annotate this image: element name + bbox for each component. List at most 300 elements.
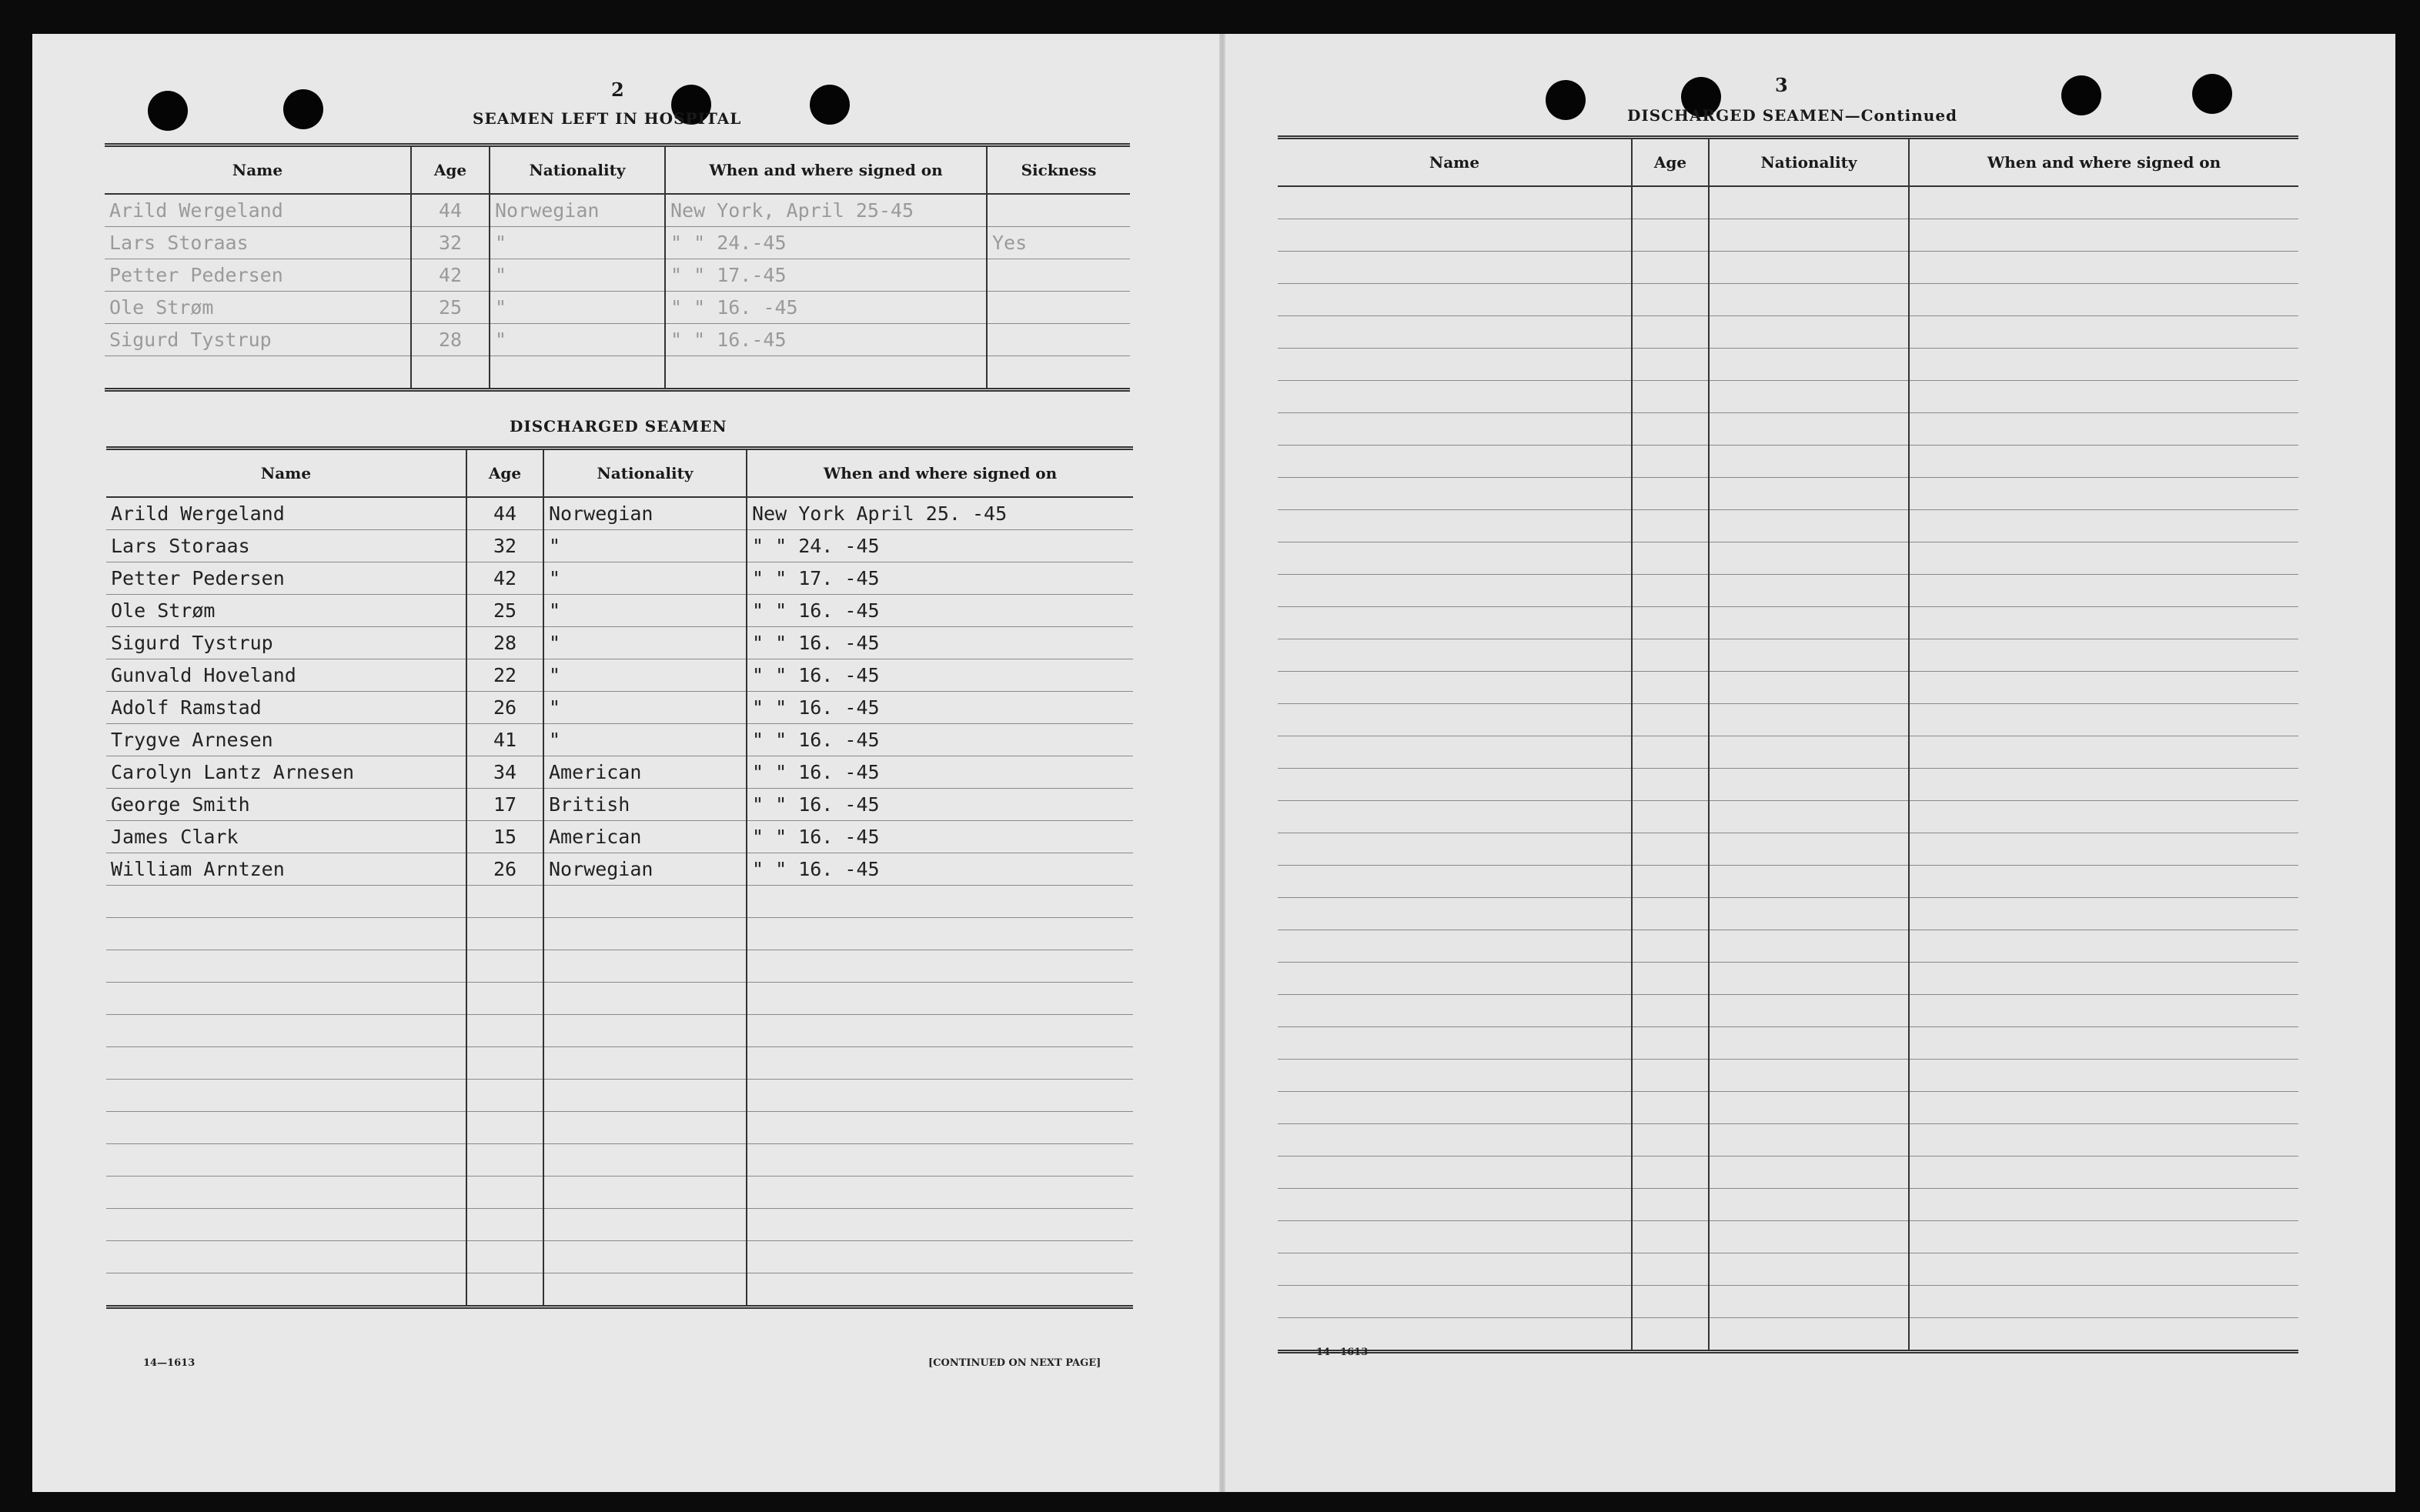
cell-age [1632, 736, 1709, 769]
cell-name [1278, 866, 1632, 898]
cell-name [1278, 1027, 1632, 1060]
discharged-section-title: DISCHARGED SEAMEN [510, 417, 727, 436]
cell-nationality: American [543, 756, 747, 789]
cell-when-signed-on [1909, 349, 2298, 381]
cell-age: 26 [466, 853, 543, 886]
cell-name [1278, 995, 1632, 1027]
table-row [1278, 1286, 2298, 1318]
cell-nationality [1709, 1253, 1909, 1286]
table-row [1278, 736, 2298, 769]
cell-sickness [987, 324, 1130, 356]
cell-when-signed-on [1909, 446, 2298, 478]
cell-age [466, 1241, 543, 1273]
punch-hole [810, 85, 850, 125]
table-row [1278, 575, 2298, 607]
cell-name [1278, 1124, 1632, 1157]
cell-name [1278, 381, 1632, 413]
cell-when-signed-on: " " 16. -45 [747, 659, 1133, 692]
cell-age [1632, 930, 1709, 963]
cell-when-signed-on [1909, 575, 2298, 607]
discharged-continued-title: DISCHARGED SEAMEN—Continued [1627, 106, 1958, 125]
column-header-age: Age [411, 145, 490, 195]
column-header-name: Name [1278, 138, 1632, 187]
cell-when-signed-on [1909, 963, 2298, 995]
cell-name [1278, 963, 1632, 995]
table-row [105, 324, 1130, 356]
cell-age [1632, 1124, 1709, 1157]
cell-name: Ole Strøm [106, 595, 466, 627]
punch-hole [148, 91, 188, 131]
cell-nationality [543, 1273, 747, 1307]
cell-name [1278, 219, 1632, 252]
cell-name [1278, 252, 1632, 284]
cell-age [1632, 349, 1709, 381]
cell-name: Petter Pedersen [105, 259, 411, 292]
cell-when-signed-on [1909, 930, 2298, 963]
cell-name [1278, 930, 1632, 963]
cell-sickness: Yes [987, 227, 1130, 259]
cell-name [1278, 510, 1632, 542]
cell-name: Lars Storaas [105, 227, 411, 259]
cell-age [1632, 510, 1709, 542]
cell-age [1632, 413, 1709, 446]
cell-when-signed-on: " " 24.-45 [665, 227, 987, 259]
cell-when-signed-on [665, 356, 987, 390]
cell-age [1632, 1253, 1709, 1286]
cell-age [466, 886, 543, 918]
cell-nationality [1709, 284, 1909, 316]
cell-name [1278, 801, 1632, 833]
table-row [106, 562, 1133, 595]
cell-nationality [543, 918, 747, 950]
table-row [1278, 219, 2298, 252]
cell-when-signed-on: " " 16. -45 [747, 627, 1133, 659]
table-row [106, 789, 1133, 821]
table-row [1278, 1189, 2298, 1221]
table-row [1278, 833, 2298, 866]
table-row [106, 627, 1133, 659]
cell-when-signed-on: " " 16. -45 [747, 692, 1133, 724]
table-row [1278, 349, 2298, 381]
punch-hole [1546, 80, 1586, 120]
cell-nationality [1709, 866, 1909, 898]
cell-when-signed-on [1909, 1092, 2298, 1124]
table-row [106, 1241, 1133, 1273]
cell-name: Ole Strøm [105, 292, 411, 324]
table-row [106, 1112, 1133, 1144]
cell-nationality [1709, 219, 1909, 252]
cell-when-signed-on: " " 16. -45 [747, 789, 1133, 821]
table-row [106, 886, 1133, 918]
cell-when-signed-on [747, 1015, 1133, 1047]
cell-name: Arild Wergeland [106, 497, 466, 530]
cell-when-signed-on [1909, 1189, 2298, 1221]
cell-name [106, 1015, 466, 1047]
cell-age: 42 [411, 259, 490, 292]
cell-when-signed-on: " " 17. -45 [747, 562, 1133, 595]
cell-nationality [1709, 510, 1909, 542]
hospital-section-title: SEAMEN LEFT IN HOSPITAL [473, 109, 742, 128]
cell-nationality [543, 1047, 747, 1080]
cell-age: 28 [466, 627, 543, 659]
cell-age [466, 1273, 543, 1307]
table-row [1278, 316, 2298, 349]
cell-name [1278, 1060, 1632, 1092]
table-row [106, 918, 1133, 950]
cell-name [106, 950, 466, 983]
table-row [1278, 542, 2298, 575]
table-row [1278, 1253, 2298, 1286]
cell-name [1278, 607, 1632, 639]
cell-nationality [1709, 801, 1909, 833]
column-header-age: Age [466, 449, 543, 498]
cell-name [106, 1112, 466, 1144]
cell-nationality: " [543, 692, 747, 724]
cell-name [1278, 672, 1632, 704]
cell-when-signed-on [747, 950, 1133, 983]
discharged-continued-table [1278, 135, 2298, 1353]
cell-nationality: Norwegian [543, 853, 747, 886]
cell-when-signed-on [1909, 898, 2298, 930]
cell-name [1278, 542, 1632, 575]
cell-when-signed-on [1909, 833, 2298, 866]
cell-when-signed-on [747, 1080, 1133, 1112]
cell-nationality: " [490, 292, 665, 324]
cell-nationality [1709, 995, 1909, 1027]
cell-when-signed-on: New York April 25. -45 [747, 497, 1133, 530]
cell-age [466, 983, 543, 1015]
table-row [106, 853, 1133, 886]
table-row [1278, 1092, 2298, 1124]
cell-age [1632, 769, 1709, 801]
cell-name [106, 1241, 466, 1273]
cell-when-signed-on [1909, 1060, 2298, 1092]
cell-nationality [1709, 1124, 1909, 1157]
cell-name [1278, 478, 1632, 510]
column-header-when-signed-on: When and where signed on [1909, 138, 2298, 187]
cell-age [466, 1047, 543, 1080]
table-row [105, 292, 1130, 324]
cell-name [1278, 1092, 1632, 1124]
cell-age [1632, 1060, 1709, 1092]
table-row [1278, 1060, 2298, 1092]
form-number-left: 14—1613 [143, 1357, 196, 1369]
cell-when-signed-on [1909, 607, 2298, 639]
cell-age: 32 [411, 227, 490, 259]
cell-nationality [1709, 1286, 1909, 1318]
cell-when-signed-on [747, 1177, 1133, 1209]
cell-age [466, 1177, 543, 1209]
cell-name [106, 1144, 466, 1177]
table-row [106, 1080, 1133, 1112]
table-row [1278, 607, 2298, 639]
cell-nationality [1709, 1092, 1909, 1124]
cell-age [1632, 252, 1709, 284]
cell-nationality: " [543, 724, 747, 756]
cell-nationality: " [490, 227, 665, 259]
cell-name [1278, 1253, 1632, 1286]
cell-when-signed-on [1909, 736, 2298, 769]
cell-nationality [1709, 833, 1909, 866]
cell-name [106, 1273, 466, 1307]
table-row [106, 1209, 1133, 1241]
cell-nationality [1709, 413, 1909, 446]
cell-when-signed-on [1909, 866, 2298, 898]
cell-name: Carolyn Lantz Arnesen [106, 756, 466, 789]
cell-age: 28 [411, 324, 490, 356]
cell-name [106, 1047, 466, 1080]
cell-age [466, 1144, 543, 1177]
cell-when-signed-on [1909, 413, 2298, 446]
cell-age [1632, 1221, 1709, 1253]
cell-age: 44 [411, 194, 490, 227]
cell-age [466, 1209, 543, 1241]
column-header-name: Name [106, 449, 466, 498]
cell-when-signed-on [747, 918, 1133, 950]
cell-nationality: " [543, 562, 747, 595]
table-row [106, 530, 1133, 562]
table-row [1278, 995, 2298, 1027]
cell-when-signed-on: " " 16. -45 [747, 821, 1133, 853]
table-row [106, 497, 1133, 530]
cell-age: 25 [466, 595, 543, 627]
cell-nationality: " [490, 324, 665, 356]
punch-hole [2192, 74, 2232, 114]
table-row [105, 194, 1130, 227]
cell-name: Adolf Ramstad [106, 692, 466, 724]
cell-name: Arild Wergeland [105, 194, 411, 227]
table-row [106, 983, 1133, 1015]
table-row [106, 595, 1133, 627]
cell-name [106, 983, 466, 1015]
table-row [1278, 1318, 2298, 1352]
cell-nationality [1709, 898, 1909, 930]
cell-when-signed-on: " " 16. -45 [747, 724, 1133, 756]
cell-nationality [543, 983, 747, 1015]
cell-when-signed-on [747, 886, 1133, 918]
page-number-left: 2 [611, 78, 624, 101]
cell-when-signed-on [1909, 381, 2298, 413]
cell-name [1278, 349, 1632, 381]
cell-age [466, 1080, 543, 1112]
cell-name [1278, 898, 1632, 930]
cell-nationality: " [490, 259, 665, 292]
cell-nationality [490, 356, 665, 390]
cell-nationality [1709, 316, 1909, 349]
cell-name: Sigurd Tystrup [106, 627, 466, 659]
cell-name [1278, 446, 1632, 478]
table-row [106, 724, 1133, 756]
cell-when-signed-on [1909, 542, 2298, 575]
cell-age [1632, 866, 1709, 898]
cell-when-signed-on [747, 983, 1133, 1015]
cell-age [1632, 1189, 1709, 1221]
cell-age [1632, 1286, 1709, 1318]
table-row [1278, 284, 2298, 316]
cell-age [1632, 801, 1709, 833]
cell-when-signed-on: " " 17.-45 [665, 259, 987, 292]
cell-when-signed-on [1909, 316, 2298, 349]
table-row [1278, 510, 2298, 542]
cell-when-signed-on: " " 16. -45 [665, 292, 987, 324]
cell-sickness [987, 194, 1130, 227]
cell-nationality: " [543, 627, 747, 659]
cell-name [1278, 1286, 1632, 1318]
cell-nationality [543, 1209, 747, 1241]
cell-name [1278, 284, 1632, 316]
table-row [1278, 898, 2298, 930]
table-row [106, 659, 1133, 692]
cell-age [1632, 672, 1709, 704]
cell-nationality [1709, 1157, 1909, 1189]
cell-when-signed-on [747, 1144, 1133, 1177]
cell-nationality: American [543, 821, 747, 853]
table-row [1278, 413, 2298, 446]
cell-when-signed-on [1909, 252, 2298, 284]
cell-name [106, 1209, 466, 1241]
cell-when-signed-on [1909, 704, 2298, 736]
cell-name [105, 356, 411, 390]
column-header-age: Age [1632, 138, 1709, 187]
table-row [1278, 186, 2298, 219]
cell-nationality: " [543, 595, 747, 627]
cell-age [466, 1015, 543, 1047]
cell-nationality [543, 1080, 747, 1112]
cell-nationality [1709, 1060, 1909, 1092]
cell-name: Gunvald Hoveland [106, 659, 466, 692]
cell-name [1278, 1221, 1632, 1253]
table-row [1278, 1157, 2298, 1189]
cell-name [1278, 1189, 1632, 1221]
cell-nationality [1709, 349, 1909, 381]
cell-age [1632, 963, 1709, 995]
cell-nationality: Norwegian [490, 194, 665, 227]
cell-name [1278, 704, 1632, 736]
cell-age [1632, 284, 1709, 316]
cell-nationality: British [543, 789, 747, 821]
cell-age [1632, 478, 1709, 510]
column-header-nationality: Nationality [543, 449, 747, 498]
form-number-right: 14—1613 [1316, 1347, 1369, 1358]
cell-age [1632, 575, 1709, 607]
continued-note: [CONTINUED ON NEXT PAGE] [928, 1357, 1101, 1369]
cell-sickness [987, 356, 1130, 390]
cell-nationality: Norwegian [543, 497, 747, 530]
cell-nationality [1709, 1189, 1909, 1221]
cell-name [1278, 833, 1632, 866]
cell-name [1278, 1157, 1632, 1189]
cell-age [1632, 381, 1709, 413]
page-fold [1219, 34, 1225, 1492]
cell-when-signed-on [1909, 478, 2298, 510]
cell-age [1632, 704, 1709, 736]
table-row [106, 950, 1133, 983]
cell-nationality [543, 1015, 747, 1047]
cell-when-signed-on [1909, 769, 2298, 801]
cell-when-signed-on [1909, 1253, 2298, 1286]
table-row [105, 259, 1130, 292]
cell-when-signed-on [1909, 1318, 2298, 1352]
table-row [1278, 252, 2298, 284]
cell-nationality [1709, 736, 1909, 769]
cell-when-signed-on [1909, 639, 2298, 672]
cell-age [1632, 446, 1709, 478]
table-row [1278, 963, 2298, 995]
table-row [106, 1144, 1133, 1177]
cell-age [1632, 898, 1709, 930]
cell-name [1278, 316, 1632, 349]
cell-age [1632, 833, 1709, 866]
cell-when-signed-on [1909, 1286, 2298, 1318]
cell-name [106, 918, 466, 950]
column-header-nationality: Nationality [1709, 138, 1909, 187]
cell-nationality [1709, 607, 1909, 639]
cell-when-signed-on [1909, 1221, 2298, 1253]
cell-when-signed-on [747, 1209, 1133, 1241]
table-row [1278, 930, 2298, 963]
table-row [105, 356, 1130, 390]
cell-when-signed-on: " " 16. -45 [747, 853, 1133, 886]
table-row [106, 1047, 1133, 1080]
cell-age [1632, 995, 1709, 1027]
table-row [1278, 801, 2298, 833]
table-row [1278, 639, 2298, 672]
cell-nationality [543, 1144, 747, 1177]
cell-when-signed-on [747, 1047, 1133, 1080]
cell-when-signed-on [1909, 995, 2298, 1027]
punch-hole [283, 89, 323, 129]
table-row [1278, 704, 2298, 736]
cell-nationality [1709, 381, 1909, 413]
cell-name: Sigurd Tystrup [105, 324, 411, 356]
table-row [1278, 1221, 2298, 1253]
table-row [1278, 866, 2298, 898]
cell-nationality [543, 1112, 747, 1144]
cell-name: Lars Storaas [106, 530, 466, 562]
cell-nationality [543, 886, 747, 918]
cell-age [1632, 542, 1709, 575]
cell-when-signed-on [747, 1273, 1133, 1307]
table-row [1278, 672, 2298, 704]
table-row [106, 692, 1133, 724]
cell-name: James Clark [106, 821, 466, 853]
cell-name [106, 886, 466, 918]
cell-nationality [1709, 769, 1909, 801]
table-row [106, 821, 1133, 853]
cell-age [1632, 639, 1709, 672]
column-header-when-signed-on: When and where signed on [665, 145, 987, 195]
table-row [1278, 446, 2298, 478]
cell-nationality [543, 1177, 747, 1209]
cell-nationality [1709, 186, 1909, 219]
cell-nationality [1709, 478, 1909, 510]
cell-age: 15 [466, 821, 543, 853]
cell-age [1632, 1318, 1709, 1352]
cell-name [106, 1177, 466, 1209]
cell-nationality [1709, 1027, 1909, 1060]
cell-age: 26 [466, 692, 543, 724]
cell-age [1632, 607, 1709, 639]
cell-age: 32 [466, 530, 543, 562]
cell-nationality: " [543, 659, 747, 692]
column-header-nationality: Nationality [490, 145, 665, 195]
cell-age: 34 [466, 756, 543, 789]
cell-name: Petter Pedersen [106, 562, 466, 595]
cell-when-signed-on [1909, 672, 2298, 704]
column-header-sickness: Sickness [987, 145, 1130, 195]
cell-name [1278, 413, 1632, 446]
column-header-when-signed-on: When and where signed on [747, 449, 1133, 498]
